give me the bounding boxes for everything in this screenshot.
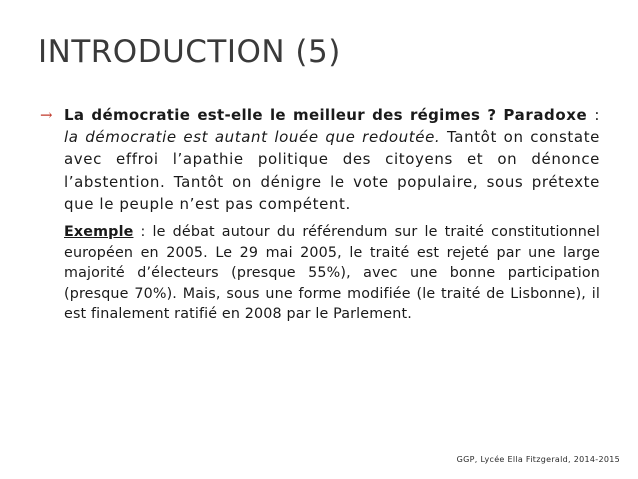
footer-credit: GGP, Lycée Ella Fitzgerald, 2014-2015	[456, 455, 620, 464]
paradoxe-italic-text: la démocratie est autant louée que redoutée.	[64, 128, 441, 147]
exemple-separator: :	[133, 224, 153, 241]
paradoxe-separator: :	[587, 106, 600, 124]
paradoxe-label: Paradoxe	[503, 106, 588, 124]
question-heading: La démocratie est-elle le meilleur des régimes ?	[64, 106, 497, 124]
slide-content	[40, 104, 600, 325]
exemple-paragraph	[40, 222, 600, 325]
paradoxe-body: Tantôt on constate avec effroi l’apathie politique des citoyens et on dénonce l’abstention. Tantôt on dénigre le vote populaire, sous prétexte que le peuple n’est pas compétent.	[64, 128, 601, 213]
slide-title: INTRODUCTION (5)	[38, 34, 341, 70]
paradoxe-paragraph	[40, 104, 600, 215]
exemple-body: le débat autour du référendum sur le traité constitutionnel européen en 2005. Le 29 mai 2005, le traité est rejeté par une large majorité d’électeurs (presque 55%), avec une bonne participation (presque 70%). Mais, sous une forme modifiée (le traité de Lisbonne), il est finalement ratifié en 2008 par le Parlement.	[64, 224, 600, 323]
arrow-icon: →	[40, 106, 54, 124]
exemple-label: Exemple	[64, 224, 134, 241]
